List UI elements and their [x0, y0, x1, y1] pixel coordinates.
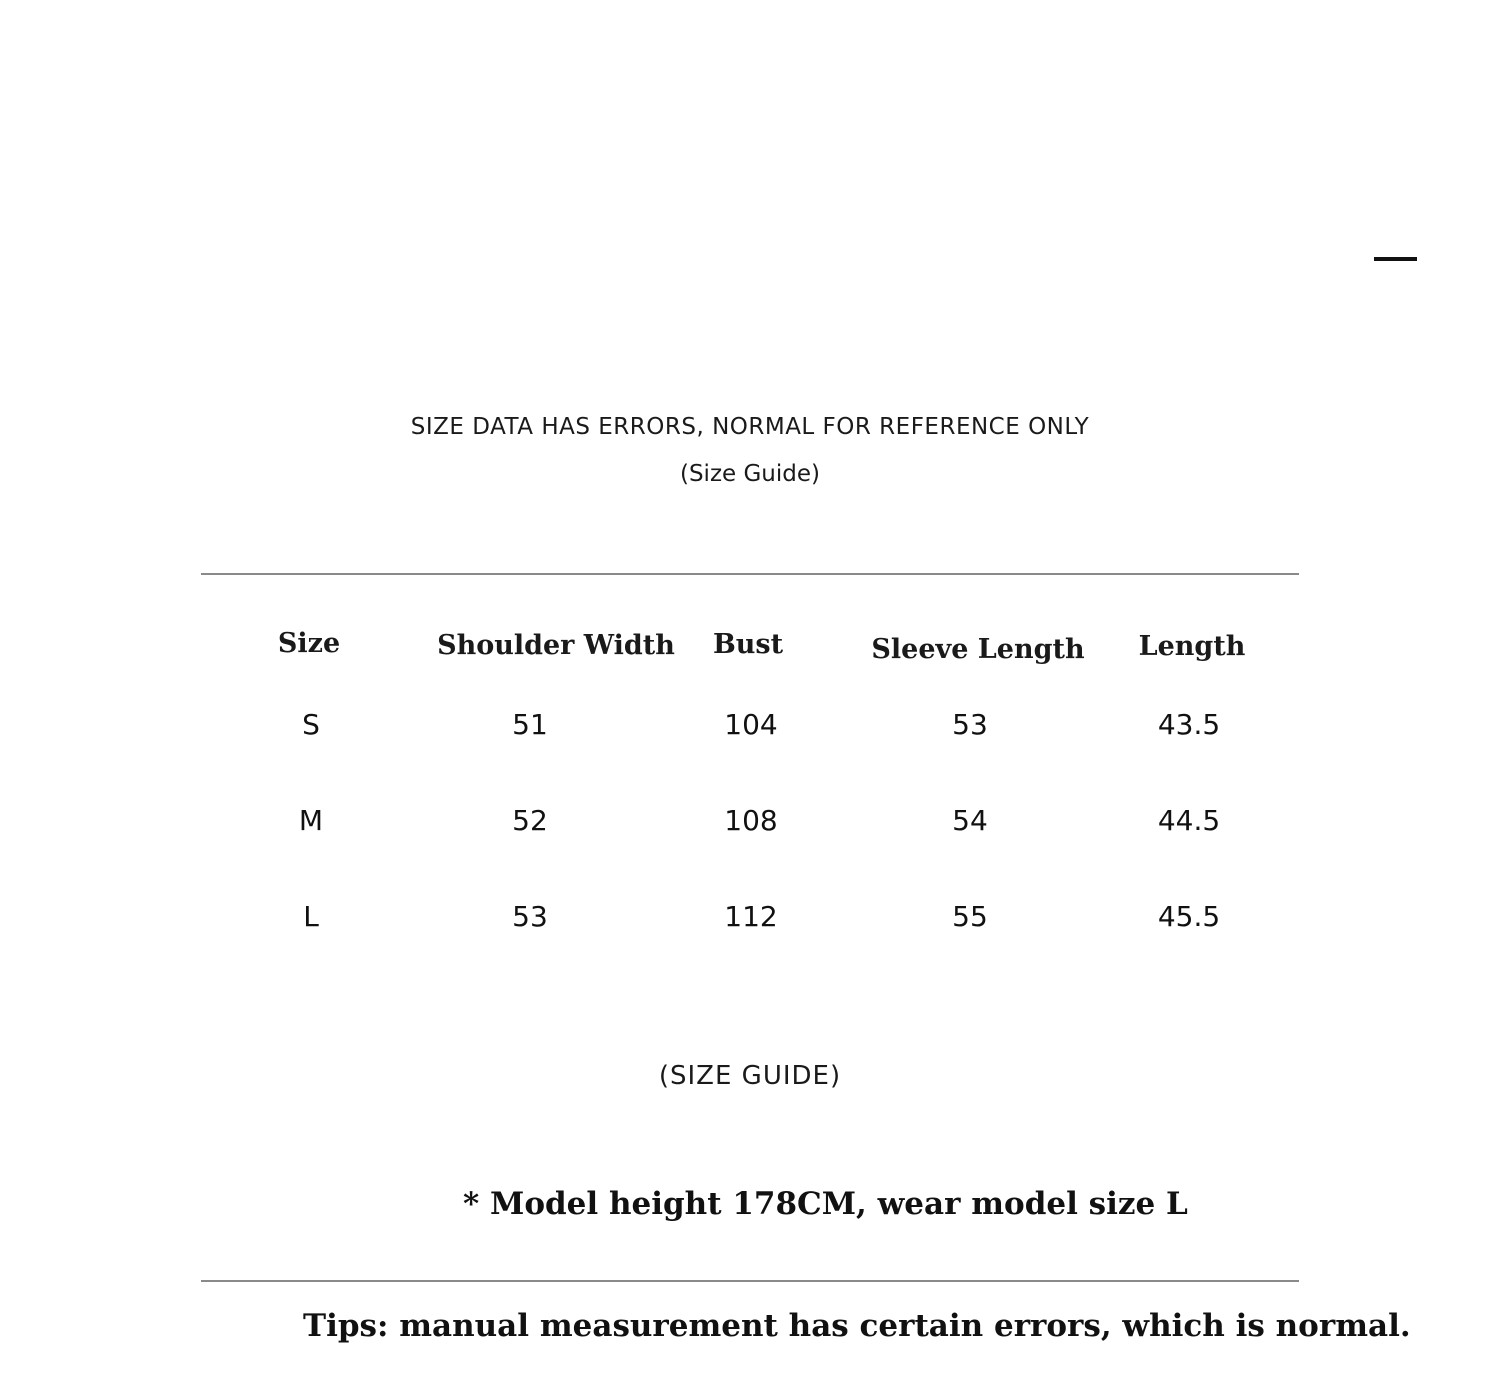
cell-shoulder-width: 53	[512, 900, 548, 933]
measurement-tips: Tips: manual measurement has certain errors, which is normal.	[303, 1308, 1411, 1344]
size-data-notice: SIZE DATA HAS ERRORS, NORMAL FOR REFERENCE ONLY	[410, 414, 1090, 440]
cell-length: 43.5	[1157, 708, 1221, 741]
dash-mark	[1374, 257, 1417, 261]
cell-bust: 104	[724, 708, 778, 741]
model-height-note: * Model height 178CM, wear model size L	[463, 1186, 1188, 1222]
column-header-bust: Bust	[712, 629, 784, 660]
size-guide-subtitle: (Size Guide)	[679, 461, 820, 487]
cell-length: 44.5	[1157, 804, 1221, 837]
column-header-shoulder-width: Shoulder Width	[437, 630, 675, 661]
cell-bust: 108	[724, 804, 778, 837]
cell-size: L	[303, 900, 319, 933]
cell-sleeve-length: 55	[952, 900, 988, 933]
top-divider	[201, 573, 1299, 575]
cell-bust: 112	[724, 900, 778, 933]
cell-shoulder-width: 51	[512, 708, 548, 741]
column-header-size: Size	[277, 628, 341, 659]
cell-sleeve-length: 53	[952, 708, 988, 741]
cell-size: M	[298, 804, 324, 837]
cell-sleeve-length: 54	[952, 804, 988, 837]
cell-size: S	[302, 708, 320, 741]
cell-length: 45.5	[1157, 900, 1221, 933]
size-guide-label: (SIZE GUIDE)	[658, 1061, 842, 1091]
cell-shoulder-width: 52	[512, 804, 548, 837]
column-header-sleeve-length: Sleeve Length	[871, 634, 1085, 665]
column-header-length: Length	[1138, 631, 1246, 662]
bottom-divider	[201, 1280, 1299, 1282]
